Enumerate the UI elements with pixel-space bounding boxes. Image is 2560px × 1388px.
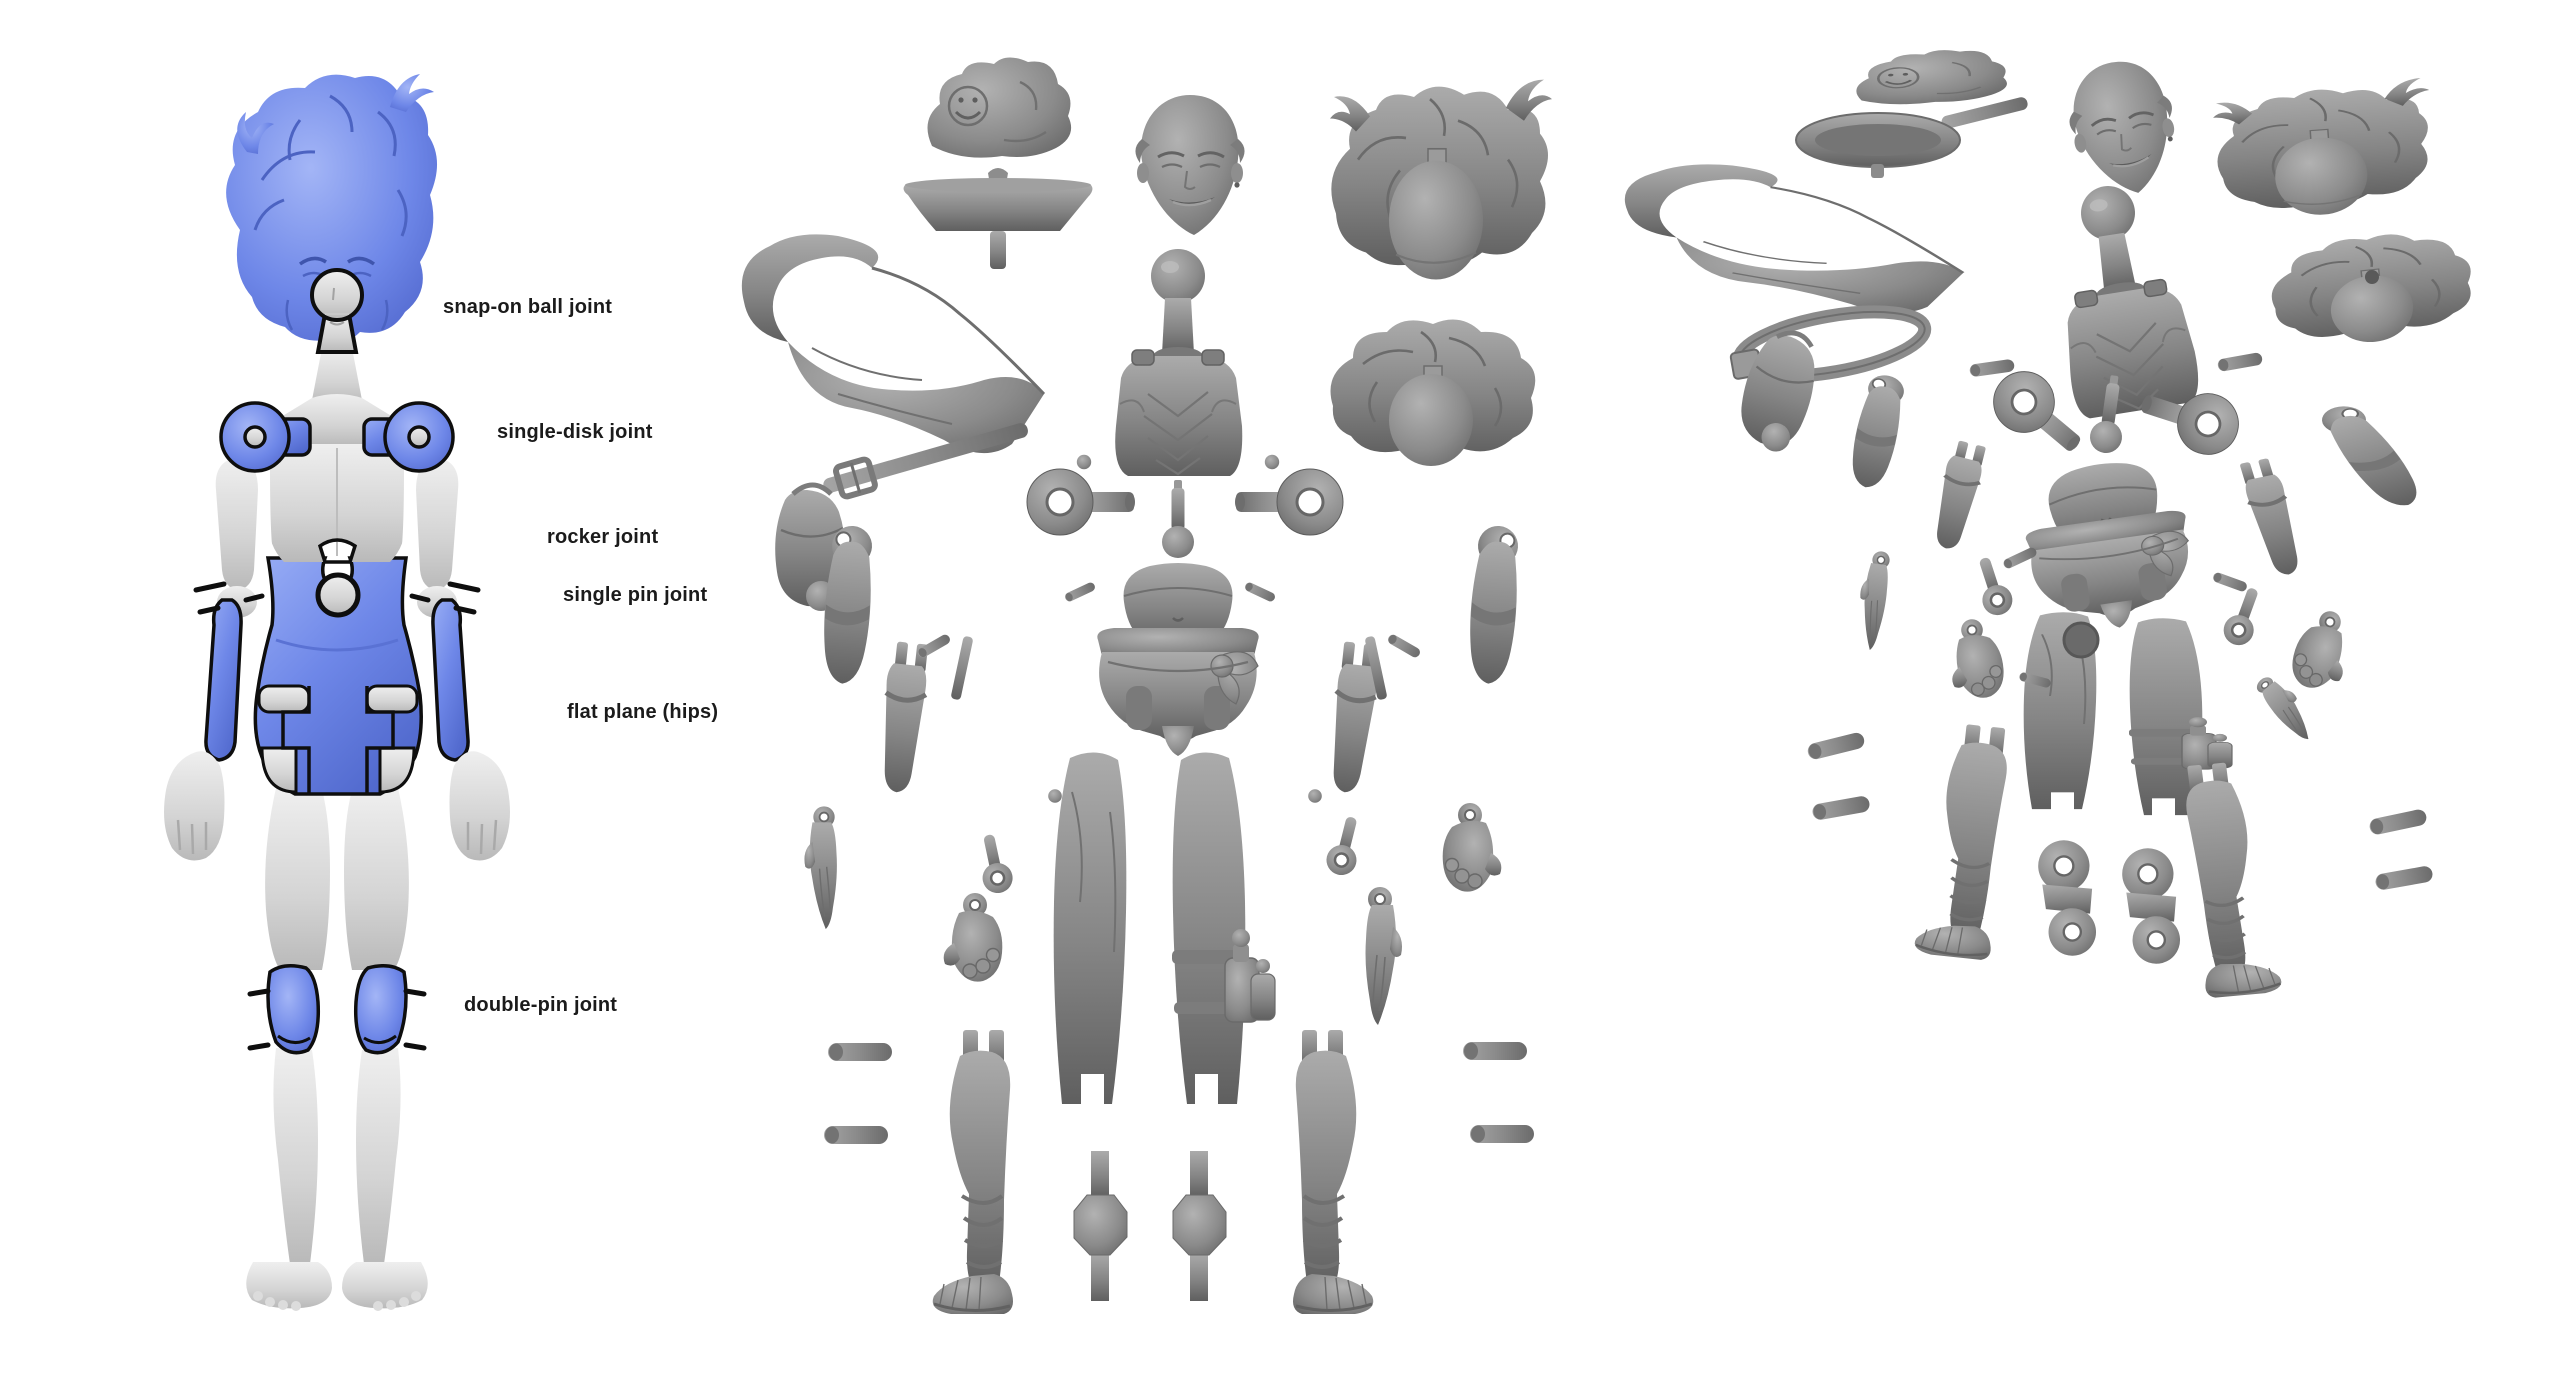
m-hand-open-right xyxy=(1366,887,1403,1025)
figure-thigh-right xyxy=(344,788,409,970)
r-hand-open-left xyxy=(1853,549,1893,651)
label-flat-plane-hips: flat plane (hips) xyxy=(567,701,719,723)
r-upper-arm-left xyxy=(1845,372,1908,492)
figure-upper-arm-right xyxy=(416,458,458,618)
m-hand-grip-right xyxy=(1443,803,1502,892)
m-hand-grip-left xyxy=(944,893,1003,982)
figure-knee-pad-right xyxy=(356,966,406,1053)
m-assembly-pins xyxy=(824,1042,1534,1144)
m-hand-open-left xyxy=(804,806,836,929)
r-knee-joint-left xyxy=(2036,838,2097,957)
label-rocker-joint: rocker joint xyxy=(547,526,659,548)
label-double-pin-joint: double-pin joint xyxy=(464,994,618,1016)
figure-hand-right xyxy=(450,751,511,860)
m-shoulder-disk-left xyxy=(1027,469,1135,535)
m-ball-right xyxy=(1308,789,1322,803)
figure-chest-plate xyxy=(268,444,406,562)
m-forearm-left xyxy=(875,641,931,794)
r-food-pile xyxy=(1854,47,2007,107)
figure-knee-pad-left xyxy=(268,966,318,1053)
m-shoulder-disk-right xyxy=(1235,469,1343,535)
m-wrist-pin-right xyxy=(1323,814,1366,879)
m-knee-joint-right xyxy=(1173,1151,1226,1301)
m-wrist-pin-left xyxy=(974,832,1016,896)
m-boot-right xyxy=(1293,1030,1373,1314)
m-serving-plate xyxy=(904,168,1093,269)
r-boot-right xyxy=(2179,760,2283,998)
r-scarf xyxy=(1625,164,1963,313)
m-boot-left xyxy=(933,1030,1013,1314)
m-hair-front xyxy=(1331,320,1536,467)
m-connector-ball-right xyxy=(1265,455,1279,469)
m-waist-ball-pin xyxy=(1162,480,1194,558)
exploded-three-quarter-view xyxy=(1625,47,2477,999)
figure-foot-right xyxy=(342,1262,428,1311)
r-boot-left xyxy=(1914,721,2014,961)
figure-forearm-left xyxy=(206,600,241,760)
r-forearm-left xyxy=(1927,439,1988,553)
m-head xyxy=(1135,95,1244,235)
r-forearm-right xyxy=(2237,457,2309,578)
r-hair-back xyxy=(2211,77,2437,221)
r-wrist-pin-right xyxy=(2219,584,2267,650)
figure-upper-arm-left xyxy=(216,458,258,618)
r-frying-pan xyxy=(1796,96,2029,178)
label-single-pin-joint: single pin joint xyxy=(563,584,708,606)
m-hips-with-sash xyxy=(1097,628,1258,756)
r-hair-front xyxy=(2266,226,2477,352)
m-upper-arm-right xyxy=(1466,524,1522,685)
r-thigh-left xyxy=(2024,612,2098,810)
r-hand-grip-left xyxy=(1942,615,2008,703)
figure-hand-left xyxy=(164,751,225,860)
figure-forearm-right xyxy=(433,600,468,760)
r-upper-arm-right xyxy=(2312,401,2430,511)
m-thigh-left xyxy=(1054,752,1127,1106)
label-snap-on-ball-joint: snap-on ball joint xyxy=(443,296,613,318)
figure-foot-left xyxy=(246,1262,332,1311)
exploded-front-view xyxy=(742,57,1552,1314)
m-torso xyxy=(1115,249,1242,476)
figure-assembled xyxy=(164,74,510,1311)
figure-shin-right xyxy=(356,1048,401,1264)
m-ball-left xyxy=(1048,789,1062,803)
figure-thigh-left xyxy=(265,788,330,970)
m-connector-ball-left xyxy=(1077,455,1091,469)
r-knee-joint-right xyxy=(2120,846,2181,965)
m-food-pile xyxy=(928,57,1072,157)
r-hand-grip-right xyxy=(2285,604,2360,696)
r-head xyxy=(2060,54,2185,203)
figure-rocker-joint xyxy=(318,575,358,615)
figure-shin-left xyxy=(273,1048,318,1264)
figure-face-ball-socket xyxy=(312,270,362,352)
r-torso xyxy=(2042,176,2203,420)
m-knee-joint-left xyxy=(1074,1151,1127,1301)
m-hair-back xyxy=(1330,80,1552,280)
label-single-disk-joint: single-disk joint xyxy=(497,421,653,443)
m-thigh-right xyxy=(1172,752,1275,1106)
